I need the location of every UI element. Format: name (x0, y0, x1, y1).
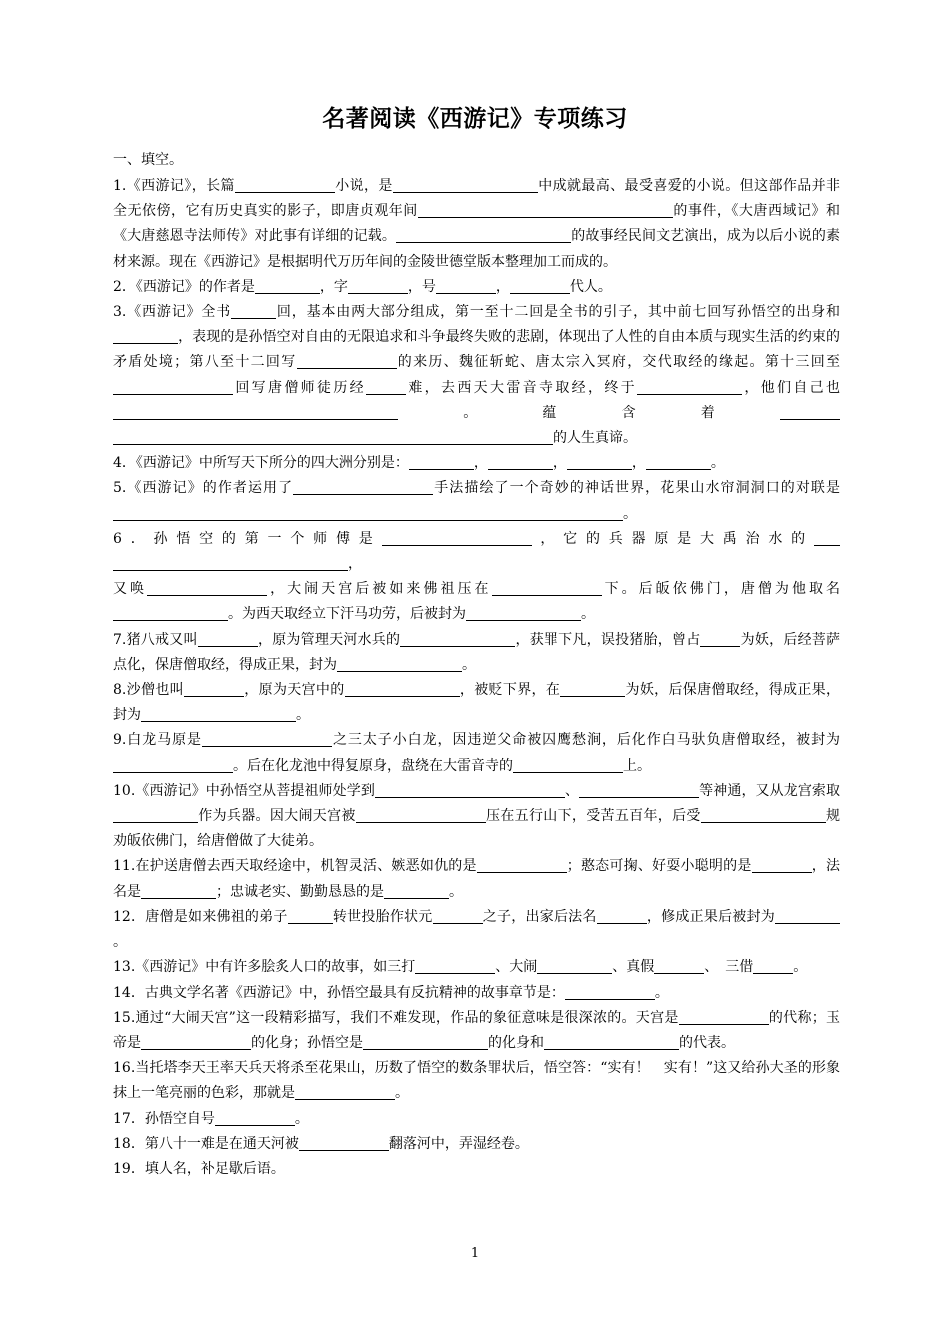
question-6 (113, 527, 840, 552)
question-16 (113, 1056, 840, 1106)
question-11 (113, 854, 840, 904)
question-text: 。 (581, 606, 595, 623)
question-text: 回，基本由两大部分组成，第一至十二回是全书的引子，其中前七回写孙悟空的出身和 (276, 304, 840, 321)
answer-blank[interactable] (295, 1084, 395, 1100)
question-text: 的化身和 (488, 1034, 544, 1051)
answer-blank[interactable] (375, 782, 565, 798)
question-text: 16.当托塔李天王率天兵天将杀至花果山，历数了悟空的数条罪状后，悟空答：“实有！ 实有！”这又给孙大圣的形象抹上一笔亮丽的色彩，那就是 (113, 1060, 840, 1102)
question-text: ，法名是 (113, 858, 841, 900)
answer-blank[interactable] (466, 605, 581, 621)
question-text: 、 三借 (704, 959, 754, 976)
question-text: ， (552, 455, 567, 472)
answer-blank[interactable] (384, 883, 449, 899)
question-6-continued (113, 577, 840, 627)
question-text: 2．《西游记》的作者是 (113, 278, 255, 295)
question-text: 为妖，后经菩萨点化，保唐僧取经，得成正果，封为 (113, 631, 841, 673)
answer-blank[interactable] (113, 555, 348, 571)
question-text: 。 (296, 707, 310, 724)
question-2 (113, 275, 840, 300)
question-text: ， (473, 455, 488, 472)
answer-blank[interactable] (113, 605, 228, 621)
question-text: 的人生真谛。 (553, 430, 637, 447)
question-text: 、大闹 (495, 959, 538, 976)
question-13 (113, 955, 840, 980)
question-text: 12．唐僧是如来佛祖的弟子 (113, 908, 288, 925)
section-heading: 一、填空。 (113, 152, 183, 168)
answer-blank[interactable] (215, 1110, 295, 1126)
question-10 (113, 779, 840, 855)
question-text: ；忠诚老实、勤勤恳恳的是 (216, 883, 384, 900)
question-text: 规劝皈依佛门，给唐僧做了大徒弟。 (113, 808, 841, 850)
question-9 (113, 728, 840, 778)
answer-blank[interactable] (293, 479, 433, 495)
answer-blank[interactable] (753, 958, 793, 974)
question-text: 7.猪八戒又叫 (113, 631, 198, 648)
question-text: ，获罪下凡，误投猪胎，曾占 (515, 631, 701, 648)
answer-blank[interactable] (113, 404, 398, 420)
question-text: 转世投胎作状元 (332, 908, 433, 925)
answer-blank[interactable] (780, 404, 840, 420)
question-14 (113, 981, 840, 1006)
question-text: 。 (793, 959, 808, 976)
question-5 (113, 476, 840, 526)
answer-blank[interactable] (396, 227, 571, 243)
answer-blank[interactable] (567, 454, 632, 470)
answer-blank[interactable] (477, 857, 567, 873)
answer-blank[interactable] (544, 1034, 579, 1050)
question-17 (113, 1107, 840, 1132)
question-text: 回写唐僧师徒历经 (233, 379, 366, 396)
question-text: ， (348, 556, 362, 573)
answer-blank[interactable] (700, 631, 740, 647)
question-text: ，修成正果后被封为 (646, 908, 776, 925)
answer-blank[interactable] (184, 681, 244, 697)
answer-blank[interactable] (113, 328, 178, 344)
question-text: 的代称；玉帝是 (113, 1009, 841, 1051)
question-15 (113, 1006, 840, 1056)
question-text: 10.《西游记》中孙悟空从菩提祖师处学到 (113, 782, 375, 799)
question-4 (113, 451, 840, 476)
question-text: ，它的兵器原是大禹治水的 (531, 530, 814, 547)
answer-blank[interactable] (679, 1009, 714, 1025)
answer-blank[interactable] (492, 580, 602, 596)
question-text: ；憨态可掬、好耍小聪明的是 (566, 858, 752, 875)
answer-blank[interactable] (510, 278, 570, 294)
answer-blank[interactable] (113, 429, 553, 445)
question-text: 14．古典文学名著《西游记》中，孙悟空最具有反抗精神的故事章节是： (113, 984, 565, 1001)
answer-blank[interactable] (113, 757, 233, 773)
question-text: 。 (462, 656, 476, 673)
question-text: 之三太子小白龙，因违逆父命被囚鹰愁涧，后化作白马驮负唐僧取经，被封为 (332, 732, 841, 749)
question-text: 之子，出家后法名 (482, 908, 597, 925)
question-text: ，字 (319, 278, 348, 295)
question-text: 。 (623, 505, 637, 522)
question-text: ，大闹天宫后被如来佛祖压在 (267, 581, 492, 598)
question-text: 难，去西天大雷音寺取经，终于 (406, 379, 637, 396)
answer-blank[interactable] (560, 681, 625, 697)
question-text: 的故事经民间文艺演出，成为以后小说的素材来源。现在《西游记》是根据明代万历年间的金陵世德堂版本整理加工而成的。 (113, 228, 841, 270)
answer-blank[interactable] (701, 807, 826, 823)
question-text: 。蕴含着 (398, 404, 780, 421)
question-text: 13.《西游记》中有许多脍炙人口的故事，如三打 (113, 959, 416, 976)
question-text: 。后在化龙池中得复原身，盘绕在大雷音寺的 (233, 757, 513, 774)
question-text: 9.白龙马原是 (113, 732, 203, 749)
question-text: 。 (654, 984, 669, 1001)
answer-blank[interactable] (654, 958, 704, 974)
answer-blank[interactable] (579, 782, 699, 798)
answer-blank[interactable] (141, 883, 216, 899)
answer-blank[interactable] (363, 1034, 488, 1050)
question-text: 中成就最高、最受喜爱的小说。但这部作品并非全无依傍，它有历史真实的影子，即唐贞观年间 (113, 178, 841, 220)
answer-blank[interactable] (231, 303, 276, 319)
question-text: 下。后皈依佛门，唐僧为他取名 (601, 581, 841, 598)
answer-blank[interactable] (348, 278, 408, 294)
question-text: ， (631, 455, 646, 472)
question-text: 、真假 (612, 959, 655, 976)
question-text: 。 (710, 455, 725, 472)
question-3 (113, 300, 840, 451)
answer-blank[interactable] (714, 1009, 769, 1025)
answer-blank[interactable] (814, 530, 840, 546)
answer-blank[interactable] (393, 177, 538, 193)
question-text: 3.《西游记》全书 (113, 304, 232, 321)
answer-blank[interactable] (113, 807, 198, 823)
answer-blank[interactable] (488, 454, 553, 470)
question-text: 小说，是 (334, 178, 393, 194)
page-title: 名著阅读《西游记》专项练习 (322, 106, 628, 132)
answer-blank[interactable] (775, 908, 840, 924)
answer-blank[interactable] (366, 379, 406, 395)
question-text: 手法描绘了一个奇妙的神话世界，花果山水帘洞洞口的对联是 (433, 480, 840, 497)
question-text: 6．孙悟空的第一个师傅是 (113, 530, 382, 547)
question-text: 。为西天取经立下汗马功劳，后被封为 (228, 606, 466, 623)
question-list (113, 174, 840, 1182)
answer-blank[interactable] (141, 1034, 251, 1050)
question-text: 作为兵器。因大闹天宫被 (198, 808, 356, 825)
question-text: 18．第八十一难是在通天河被 (113, 1135, 299, 1152)
question-text: 17．孙悟空自号 (113, 1110, 215, 1127)
question-text: 。 (294, 1110, 309, 1127)
question-text: 的代表。 (679, 1034, 735, 1051)
answer-blank[interactable] (113, 505, 623, 521)
question-text: ，被贬下界，在 (459, 682, 561, 699)
question-text: 。 (449, 883, 463, 900)
answer-blank[interactable] (113, 379, 233, 395)
answer-blank[interactable] (752, 857, 812, 873)
question-text: 压在五行山下，受苦五百年，后受 (485, 808, 701, 825)
answer-blank[interactable] (202, 731, 332, 747)
question-text: 。 (113, 934, 127, 951)
question-text: ，号 (407, 278, 436, 295)
answer-blank[interactable] (141, 706, 296, 722)
answer-blank[interactable] (400, 631, 515, 647)
answer-blank[interactable] (288, 908, 333, 924)
answer-blank[interactable] (415, 958, 495, 974)
question-12 (113, 905, 840, 955)
answer-blank[interactable] (198, 631, 258, 647)
answer-blank[interactable] (565, 984, 655, 1000)
question-text: 、 (564, 782, 580, 799)
question-6-continued (113, 552, 840, 577)
page-number: 1 (470, 1246, 480, 1261)
answer-blank[interactable] (299, 1135, 389, 1151)
question-text: ，原为天宫中的 (243, 682, 345, 699)
answer-blank[interactable] (597, 908, 647, 924)
answer-blank[interactable] (646, 454, 711, 470)
question-text: 19．填人名，补足歇后语。 (113, 1160, 285, 1177)
question-text: 。 (395, 1085, 409, 1102)
question-text: 8.沙僧也叫 (113, 682, 184, 699)
answer-blank[interactable] (255, 278, 320, 294)
answer-blank[interactable] (436, 278, 496, 294)
question-8 (113, 678, 840, 728)
answer-blank[interactable] (345, 681, 460, 697)
answer-blank[interactable] (537, 958, 612, 974)
question-text: 1.《西游记》，长篇 (113, 178, 235, 194)
answer-blank[interactable] (409, 454, 474, 470)
question-text: 的化身；孙悟空是 (251, 1034, 363, 1051)
question-text: ，原为管理天河水兵的 (257, 631, 401, 648)
question-text: 代人。 (569, 278, 612, 295)
answer-blank[interactable] (297, 353, 397, 369)
question-text: 4．《西游记》中所写天下所分的四大洲分别是： (113, 455, 409, 472)
answer-blank[interactable] (513, 757, 623, 773)
question-text: 的来历、魏征斩蛇、唐太宗入冥府，交代取经的缘起。第十三回至 (396, 354, 841, 371)
answer-blank[interactable] (637, 379, 742, 395)
question-text: 上。 (623, 757, 651, 774)
answer-blank[interactable] (235, 177, 335, 193)
answer-blank[interactable] (337, 656, 462, 672)
question-7 (113, 628, 840, 678)
question-text: ， (495, 278, 510, 295)
question-19 (113, 1157, 840, 1182)
answer-blank[interactable] (579, 1034, 679, 1050)
question-text: 的事件，《大唐西域记》和《大唐慈恩寺法师传》对此事有详细的记载。 (113, 203, 841, 245)
question-text: 等神通，又从龙宫索取 (699, 782, 841, 799)
question-text: ，表现的是孙悟空对自由的无限追求和斗争最终失败的悲剧，体现出了人性的自由本质与现实生活的约束的矛盾处境；第八至十二回写 (113, 329, 840, 371)
question-text: 翻落河中，弄湿经卷。 (388, 1135, 529, 1152)
answer-blank[interactable] (356, 807, 486, 823)
question-text: 5.《西游记》的作者运用了 (113, 480, 294, 497)
answer-blank[interactable] (433, 908, 483, 924)
question-18 (113, 1132, 840, 1157)
answer-blank[interactable] (147, 580, 267, 596)
question-text: 11.在护送唐僧去西天取经途中，机智灵活、嫉恶如仇的是 (113, 858, 477, 875)
question-text: ，他们自己也 (742, 379, 840, 396)
answer-blank[interactable] (418, 202, 673, 218)
question-1 (113, 174, 840, 275)
question-text: 15.通过“大闹天宫”这一段精彩描写，我们不难发现，作品的象征意味是很深浓的。天宫是 (113, 1009, 679, 1026)
answer-blank[interactable] (382, 530, 532, 546)
question-text: 又唤 (113, 581, 148, 598)
question-text: 为妖，后保唐僧取经，得成正果，封为 (113, 682, 841, 724)
